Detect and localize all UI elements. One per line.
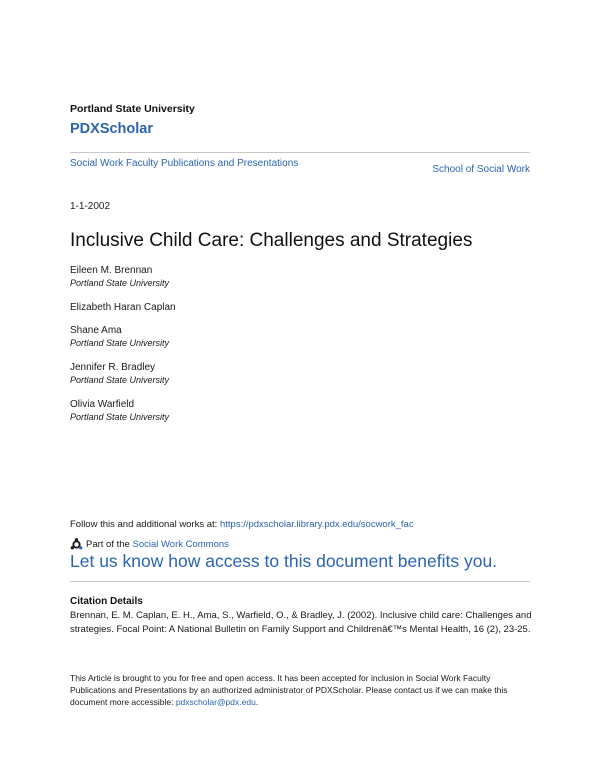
notice-text: This Article is brought to you for free and open access. It has been accepted for inclusion in Social Work Faculty Publications and Presentations by an authorized administrator of PDXScholar. Please contact us if we can make this document more accessible: (70, 673, 508, 707)
author-entry (70, 325, 169, 349)
author-entry (70, 399, 169, 423)
author-name: Shane Ama (70, 325, 122, 336)
author-name: Olivia Warfield (70, 399, 135, 410)
citation-text: Brennan, E. M. Caplan, E. H., Ama, S., Warfield, O., & Bradley, J. (2002). Inclusive child care: Challenges and strategies. Focal Point: A National Bulletin on Family Support and Childrenâ€™s Mental Health, 16 (2), 23-25. (70, 610, 532, 635)
social-work-commons-link[interactable]: Social Work Commons (132, 539, 229, 550)
header-divider (70, 152, 530, 153)
author-affiliation: Portland State University (70, 375, 170, 385)
repository-link[interactable]: PDXScholar (70, 121, 153, 137)
author-affiliation: Portland State University (70, 338, 170, 348)
network-icon (70, 538, 83, 551)
author-affiliation: Portland State University (70, 278, 170, 288)
author-affiliation: Portland State University (70, 412, 170, 422)
collection-url-link[interactable]: https://pdxscholar.library.pdx.edu/socwork_fac (219, 519, 414, 530)
collection-link[interactable]: Social Work Faculty Publications and Presentations (70, 158, 299, 169)
follow-text: Follow this and additional works at: (70, 519, 220, 530)
article-title: Inclusive Child Care: Challenges and Strategies (70, 230, 473, 251)
part-of-text: Part of the (86, 539, 133, 550)
citation-divider (70, 581, 530, 582)
department-link[interactable]: School of Social Work (432, 164, 530, 175)
author-entry (70, 362, 169, 386)
author-entry (70, 265, 169, 289)
feedback-link[interactable]: Let us know how access to this document benefits you. (70, 551, 498, 571)
part-of-line (70, 538, 229, 551)
author-name: Elizabeth Haran Caplan (70, 302, 176, 313)
university-name: Portland State University (70, 103, 195, 115)
notice-end: . (255, 697, 259, 707)
contact-email-link[interactable]: pdxscholar@pdx.edu (175, 697, 256, 707)
follow-line (70, 519, 414, 530)
access-notice (70, 672, 532, 708)
author-entry (70, 302, 176, 314)
publication-date: 1-1-2002 (70, 201, 111, 212)
citation-heading: Citation Details (70, 596, 143, 607)
author-name: Jennifer R. Bradley (70, 362, 156, 373)
author-name: Eileen M. Brennan (70, 265, 153, 276)
